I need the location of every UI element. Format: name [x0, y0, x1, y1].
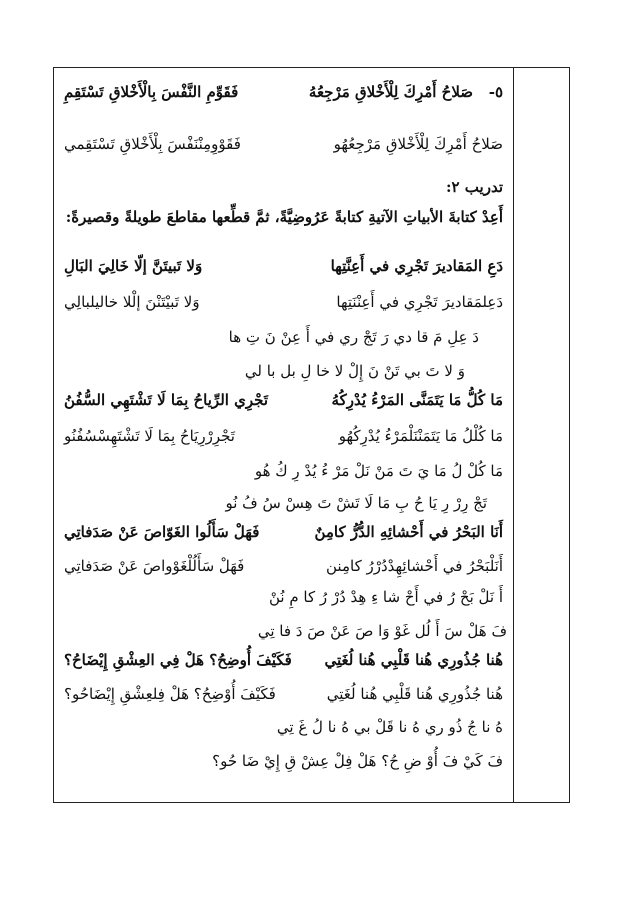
- verse-2-arudi1: مَا كُلْلُ مَا يَتَمَنْنَلْمَرْءُ يُدْرِكُهُو: [338, 427, 503, 445]
- item5-hemistich2: فَقَوِّمِ النَّفْسَ بِالْأَخْلاقِ تَسْتَقِمِ: [64, 83, 239, 101]
- item5-number: ٥-: [488, 83, 503, 101]
- verse-2-seg1: مَا كُلْ لُ مَا يَ تَ مَنْ نَلْ مَرْ ءُ يُدْ رِ كُ هُو: [254, 462, 503, 480]
- verse-3-seg2: فَ هَلْ سَ أَ لُل غَوْ وَا صَ عَنْ صَ دَ فا تِي: [257, 622, 507, 640]
- verse-2-arudi: [64, 424, 503, 448]
- verse-4-seg1: هُ نا جُ ذُو ري هُ نا قَلْ بي هُ نا لُ غَ تِي: [276, 718, 503, 736]
- verse-3: [64, 520, 503, 544]
- item5-arudi1: صَلاحُ أَمْرِكَ لِلْأَخْلاقِ مَرْجِعُهُو: [333, 135, 503, 153]
- verse-4-arudi: [64, 682, 503, 706]
- verse-3-arudi: [64, 554, 503, 578]
- main-cell: [54, 68, 515, 802]
- verse-4-arudi2: فَكَيْفَ أُوْضِحُ؟ هَلْ فِلعِشْقِ إِيْضَاحُو؟: [64, 685, 276, 703]
- verse-3-arudi1: أَنَلْبَحْرُ في أَحْشائِهِدْدُرْرُ كامِنن: [326, 557, 503, 575]
- verse-2-h1: مَا كُلُّ مَا يَتَمَنَّى المَرْءُ يُدْرِكُهُ: [331, 391, 503, 409]
- verse-4-arudi1: هُنا جُذُورِي هُنا قَلْبِي هُنا لُغَتِي: [326, 685, 503, 703]
- verse-2-h2: تَجْرِي الرِّياحُ بِمَا لَا تَشْتَهِي السُّفُنُ: [64, 391, 269, 409]
- verse-1: [64, 254, 503, 278]
- side-column: [513, 68, 569, 802]
- verse-4-h1: هُنا جُذُورِي هُنا قَلْبِي هُنا لُغَتِي: [324, 651, 503, 669]
- verse-1-seg1: دَ عِلِ مَ قا دي رَ تَجْ ري في أَ عِنْ نَ تِ ها: [228, 328, 479, 346]
- verse-1-h2: وَلا تَبيتَنَّ إلّا خَالِيَ البَالِ: [64, 257, 203, 275]
- verse-4: [64, 648, 503, 672]
- verse-1-h1: دَعِ المَقاديرَ تَجْرِي في أَعِنَّتِها: [330, 257, 503, 275]
- item5-arudi: [64, 132, 503, 156]
- item5-verse: [64, 80, 503, 104]
- item5-arudi2: فَقَوْوِمِنْنَفْسَ بِلْأَخْلاقِ تَسْتَقِمي: [64, 135, 241, 153]
- item5-hemistich1: ٥- صَلاحُ أَمْرِكَ لِلْأَخْلاقِ مَرْجِعُهُ: [308, 83, 503, 101]
- verse-3-h1: أَنَا البَحْرُ في أَحْشائِهِ الدُّرُّ كامِنٌ: [314, 523, 503, 541]
- verse-3-h2: فَهَلْ سَأَلُوا الغَوّاصَ عَنْ صَدَفاتِي: [64, 523, 260, 541]
- verse-1-seg2: وَ لا تَ بي تَنْ نَ إِلْ لا خا لِ بل با لي: [244, 362, 465, 380]
- verse-2: [64, 388, 503, 412]
- verse-3-seg1: أَ نَلْ بَحْ رُ في أَحْ شا ءِ هِدْ دُرْ رُ كا مِ نُنْ: [268, 588, 503, 606]
- verse-2-seg2: تَجْ رِرْ رِ يَا حُ بِ مَا لَا تَشْ تَ هِسْ سُ فُ نُو: [225, 494, 487, 512]
- verse-3-arudi2: فَهَلْ سَأَلُلْغَوْواصَ عَنْ صَدَفاتِي: [64, 557, 245, 575]
- exercise-instruction: أَعِدْ كتابةَ الأبياتِ الآتيةِ كتابةً عَرُوضِيَّةً، ثمَّ قطِّعها مقاطعَ طويلةً وقصيرةً:: [65, 208, 503, 226]
- verse-4-h2: فَكَيْفَ أُوضِحُ؟ هَلْ فِي العِشْقِ إِيْضَاحُ؟: [64, 651, 292, 669]
- exercise-title: تدريب ٢:: [445, 178, 503, 196]
- table-frame: [53, 67, 570, 803]
- verse-1-arudi2: وَلا تَبيْتَنْنَ إلْلا خاليلبالِي: [64, 293, 200, 311]
- verse-4-seg2: فَ كَيْ فَ أُوْ ضِ حُ؟ هَلْ فِلْ عِشْ قِ إِيْ ضَا حُو؟: [212, 752, 503, 770]
- verse-2-arudi2: تَجْرِرْرِيَاحُ بِمَا لَا تَشْتَهِسْسُفُنُو: [64, 427, 235, 445]
- verse-1-arudi: [64, 290, 503, 314]
- verse-1-arudi1: دَعِلمَقاديرَ تَجْرِي في أَعِنْنَتِها: [336, 293, 503, 311]
